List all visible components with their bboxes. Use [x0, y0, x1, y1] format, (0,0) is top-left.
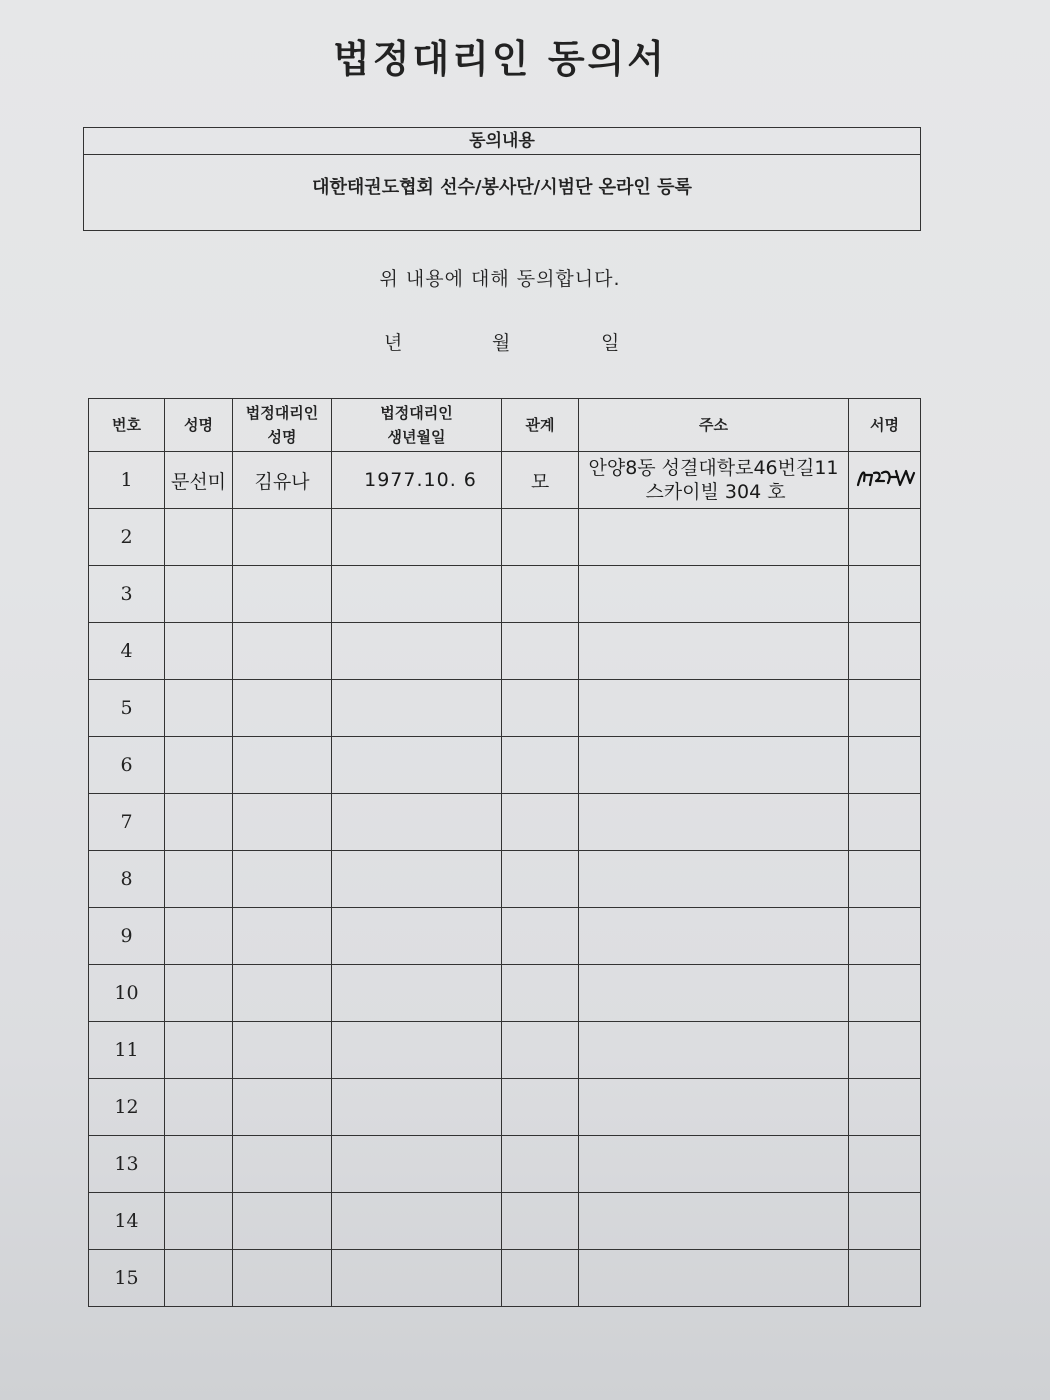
row-address	[579, 452, 849, 509]
header-guardian-birth-line2: 생년월일	[387, 428, 446, 446]
date-day-label: 일	[601, 332, 620, 354]
header-address: 주소	[579, 399, 849, 452]
header-relation: 관계	[502, 399, 579, 452]
row-no: 12	[89, 1079, 165, 1136]
row-no: 10	[89, 965, 165, 1022]
row-no: 9	[89, 908, 165, 965]
header-guardian-name	[233, 399, 332, 452]
header-guardian-name-line1: 법정대리인	[245, 404, 319, 422]
row-address-line1: 안양8동 성결대학로46번길11	[588, 457, 839, 479]
table-row	[89, 794, 921, 851]
table-row	[89, 452, 921, 509]
row-no: 11	[89, 1022, 165, 1079]
form-title: 법정대리인 동의서	[333, 37, 667, 81]
header-signature: 서명	[849, 399, 921, 452]
table-row	[89, 680, 921, 737]
table-row	[89, 623, 921, 680]
consent-content-box	[83, 127, 921, 231]
table-row	[89, 908, 921, 965]
row-no: 4	[89, 623, 165, 680]
row-no: 5	[89, 680, 165, 737]
table-row	[89, 1022, 921, 1079]
row-no: 8	[89, 851, 165, 908]
guardian-roster-table	[88, 398, 921, 1307]
table-row	[89, 965, 921, 1022]
agree-statement: 위 내용에 대해 동의합니다.	[379, 268, 621, 290]
table-row	[89, 1193, 921, 1250]
row-address-line2: 스카이빌 304 호	[645, 481, 786, 503]
row-signature	[849, 452, 921, 509]
consent-content-header: 동의내용	[84, 128, 920, 155]
header-guardian-name-line2: 성명	[267, 428, 297, 446]
table-row	[89, 509, 921, 566]
row-no: 13	[89, 1136, 165, 1193]
row-no: 1	[89, 452, 165, 509]
table-row	[89, 851, 921, 908]
table-row	[89, 1136, 921, 1193]
consent-content-body: 대한태권도협회 선수/봉사단/시범단 온라인 등록	[312, 177, 692, 198]
date-month-label: 월	[492, 332, 511, 354]
table-row	[89, 737, 921, 794]
row-no: 6	[89, 737, 165, 794]
row-no: 7	[89, 794, 165, 851]
signature-scribble-icon	[852, 463, 918, 493]
header-guardian-birth-line1: 법정대리인	[380, 404, 453, 422]
row-no: 15	[89, 1250, 165, 1307]
row-name: 문선미	[165, 452, 233, 509]
row-guardian-name: 김유나	[233, 452, 332, 509]
row-no: 14	[89, 1193, 165, 1250]
header-guardian-birth	[332, 399, 502, 452]
row-relation: 모	[502, 452, 579, 509]
table-row	[89, 1079, 921, 1136]
row-no: 3	[89, 566, 165, 623]
date-year-label: 년	[384, 332, 403, 354]
table-header-row	[89, 399, 921, 452]
table-row	[89, 566, 921, 623]
row-guardian-birth: 1977.10. 6	[332, 452, 502, 509]
header-name: 성명	[165, 399, 233, 452]
header-no: 번호	[89, 399, 165, 452]
row-no: 2	[89, 509, 165, 566]
table-row	[89, 1250, 921, 1307]
